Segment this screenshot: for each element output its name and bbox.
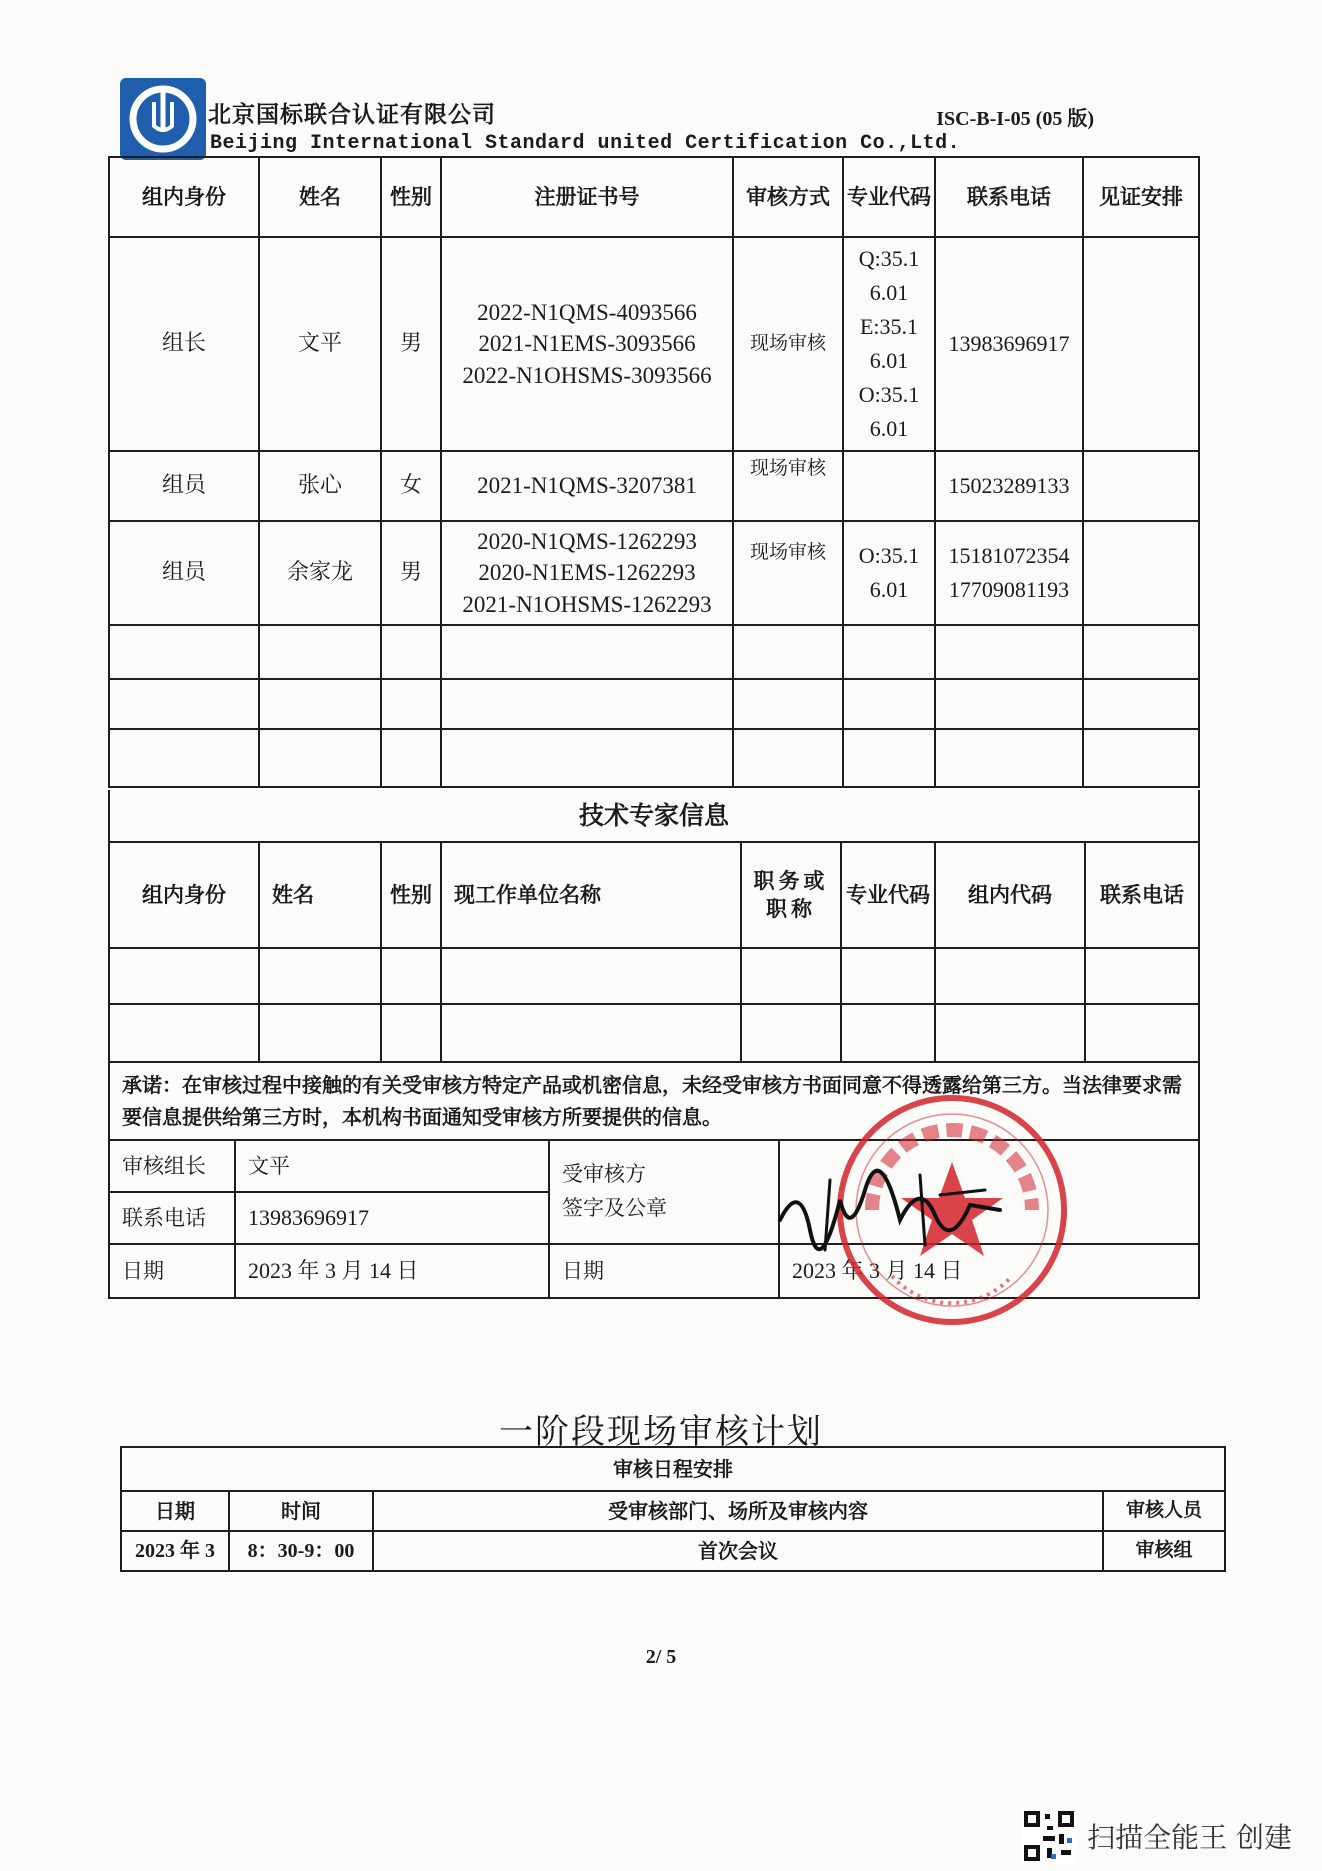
phone: 17709081193 [948, 577, 1070, 602]
company-logo [118, 76, 208, 162]
date-value: 2023 年 3 月 14 日 [235, 1244, 549, 1298]
cert-number: 2021-N1EMS-3093566 [478, 331, 696, 357]
schedule-auditor: 审核组 [1103, 1531, 1225, 1571]
col-phone: 联系电话 [1085, 842, 1199, 948]
cert-numbers [441, 521, 733, 625]
col-phone: 联系电话 [935, 157, 1083, 237]
code: O:35.1 [858, 542, 920, 568]
col-auditor: 审核人员 [1103, 1491, 1225, 1531]
col-employer: 现工作单位名称 [441, 842, 741, 948]
audit-method: 现场审核 [733, 451, 843, 521]
name: 余家龙 [259, 521, 381, 625]
commitment-signoff-table [108, 1062, 1200, 1299]
col-witness: 见证安排 [1083, 157, 1199, 237]
role: 组员 [109, 451, 259, 521]
code: 6.01 [869, 279, 909, 305]
col-content: 受审核部门、场所及审核内容 [373, 1491, 1103, 1531]
col-role: 组内身份 [109, 157, 259, 237]
audit-team-table [108, 156, 1200, 788]
auditee-sign-label: 受审核方 签字及公章 [549, 1140, 779, 1244]
phone-value: 13983696917 [235, 1192, 549, 1244]
empty-row [109, 1004, 1199, 1062]
col-gender: 性别 [381, 157, 441, 237]
leader-value: 文平 [235, 1140, 549, 1192]
audit-method: 现场审核 [733, 237, 843, 451]
gender: 男 [381, 237, 441, 451]
col-cert: 注册证书号 [441, 157, 733, 237]
speciality-codes [843, 451, 935, 521]
name: 文平 [259, 237, 381, 451]
witness [1083, 451, 1199, 521]
confidentiality-commitment: 承诺：在审核过程中接触的有关受审核方特定产品或机密信息，未经受审核方书面同意不得透露给第三方。当法律要求需要信息提供给第三方时，本机构书面通知受审核方所要提供的信息。 [109, 1062, 1199, 1140]
col-role: 组内身份 [109, 842, 259, 948]
scanner-watermark [1021, 1808, 1292, 1864]
code: 6.01 [869, 416, 909, 442]
code: Q:35.1 [858, 245, 920, 271]
document-code: ISC-B-I-05 (05 版) [936, 108, 1094, 130]
cert-numbers [441, 237, 733, 451]
speciality-codes [843, 237, 935, 451]
col-code: 专业代码 [843, 157, 935, 237]
schedule-time: 8：30-9：00 [229, 1531, 373, 1571]
auditee-sign-area [779, 1140, 1199, 1244]
audit-method: 现场审核 [733, 521, 843, 625]
plan-title: 一阶段现场审核计划 [499, 1412, 823, 1452]
date-label: 日期 [109, 1244, 235, 1298]
cert-number: 2022-N1QMS-4093566 [477, 300, 697, 326]
cert-number: 2020-N1QMS-1262293 [477, 529, 697, 555]
col-name: 姓名 [259, 157, 381, 237]
page-number: 2/ 5 [645, 1646, 677, 1668]
table-row [109, 521, 1199, 625]
cert-number: 2021-N1OHSMS-1262293 [462, 591, 712, 617]
schedule-date: 2023 年 3 [121, 1531, 229, 1571]
name: 张心 [259, 451, 381, 521]
table-row [109, 451, 1199, 521]
qr-code-icon [1021, 1808, 1077, 1864]
gender: 女 [381, 451, 441, 521]
technical-experts-table [108, 790, 1200, 1063]
company-name-en: Beijing International Standard united Certification Co.,Ltd. [210, 132, 961, 155]
phone: 15181072354 [948, 542, 1070, 568]
empty-row [109, 729, 1199, 787]
table-row [109, 237, 1199, 451]
col-date: 日期 [121, 1491, 229, 1531]
auditee-date-label: 日期 [549, 1244, 779, 1298]
role: 组长 [109, 237, 259, 451]
scanner-text: 扫描全能王 创建 [1087, 1821, 1292, 1854]
code: 6.01 [869, 348, 909, 373]
phones [935, 521, 1083, 625]
empty-row [109, 625, 1199, 679]
phone-label: 联系电话 [109, 1192, 235, 1244]
col-method: 审核方式 [733, 157, 843, 237]
cert-number: 2022-N1OHSMS-3093566 [462, 362, 712, 388]
col-code: 专业代码 [841, 842, 935, 948]
audit-schedule-table [120, 1446, 1226, 1572]
col-title: 职务或职称 [741, 842, 841, 948]
witness [1083, 521, 1199, 625]
col-internal-code: 组内代码 [935, 842, 1085, 948]
col-name: 姓名 [259, 842, 381, 948]
witness [1083, 237, 1199, 451]
code: 6.01 [869, 577, 909, 602]
company-name-cn: 北京国标联合认证有限公司 [208, 102, 496, 128]
phone: 13983696917 [935, 237, 1083, 451]
role: 组员 [109, 521, 259, 625]
empty-row [109, 948, 1199, 1004]
schedule-content: 首次会议 [373, 1531, 1103, 1571]
table-row [121, 1531, 1225, 1571]
code: E:35.1 [859, 313, 919, 339]
auditee-date-value: 2023 年 3 月 14 日 [779, 1244, 1199, 1298]
cert-number: 2020-N1EMS-1262293 [478, 560, 696, 586]
speciality-codes [843, 521, 935, 625]
code: O:35.1 [858, 382, 920, 408]
phone: 15023289133 [935, 451, 1083, 521]
cert-number: 2021-N1QMS-3207381 [441, 451, 733, 521]
empty-row [109, 679, 1199, 729]
schedule-title: 审核日程安排 [121, 1447, 1225, 1491]
experts-title: 技术专家信息 [109, 790, 1199, 842]
col-gender: 性别 [381, 842, 441, 948]
leader-label: 审核组长 [109, 1140, 235, 1192]
experts-header-row [109, 842, 1199, 948]
col-time: 时间 [229, 1491, 373, 1531]
team-header-row [109, 157, 1199, 237]
gender: 男 [381, 521, 441, 625]
schedule-header-row [121, 1491, 1225, 1531]
